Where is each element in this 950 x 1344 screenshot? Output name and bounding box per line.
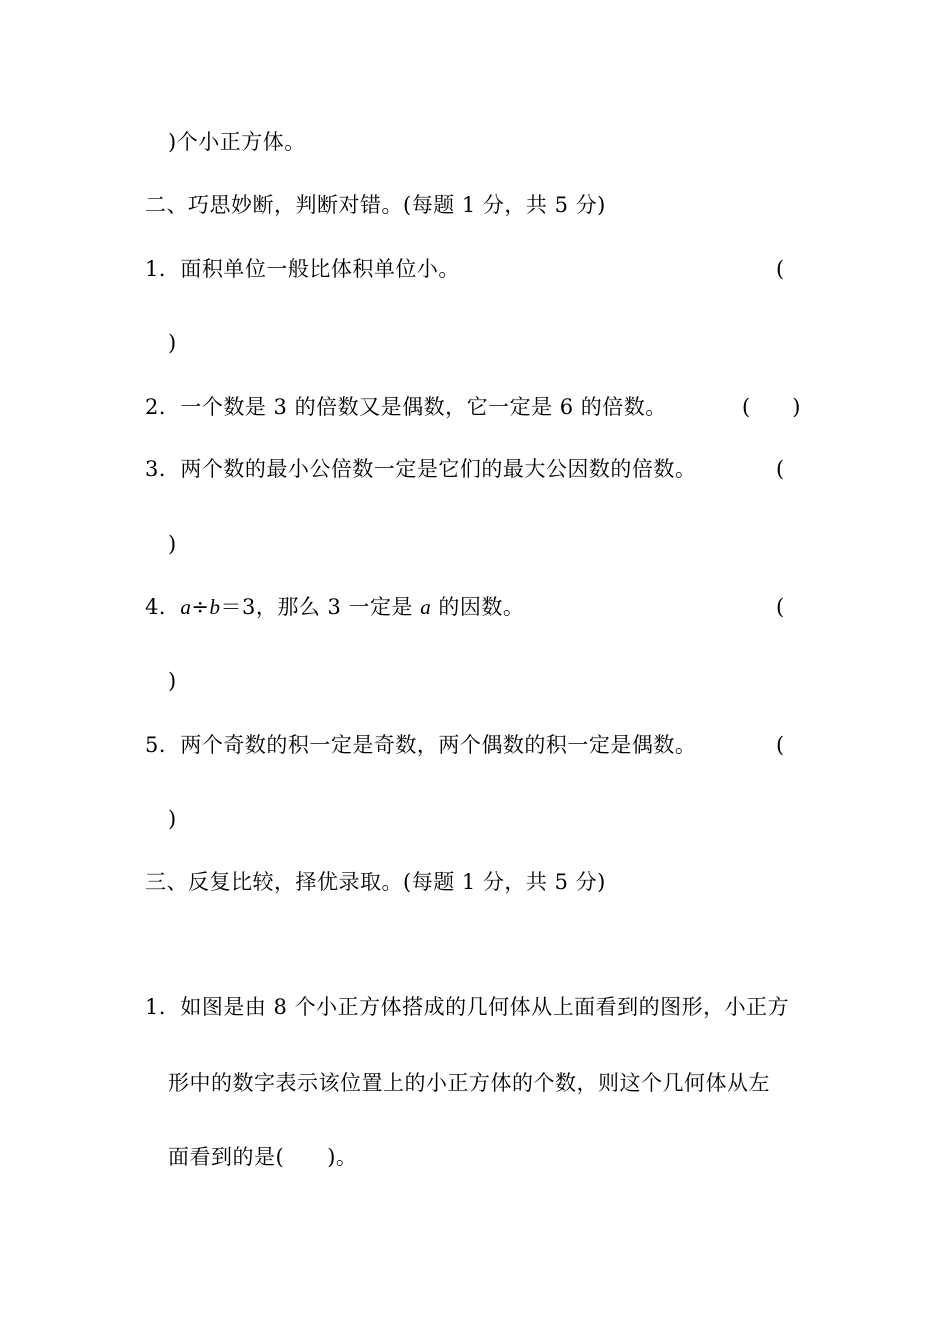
question-2-2-text: 2．一个数是 3 的倍数又是偶数，它一定是 6 的倍数。	[145, 395, 667, 419]
section-3-title: 三、反复比较，择优录取。(每题 1 分，共 5 分)	[145, 870, 606, 894]
question-3-1-line-3: 面看到的是( )。	[168, 1145, 358, 1169]
question-2-1-text: 1．面积单位一般比体积单位小。	[145, 257, 460, 281]
question-2-4-number: 4．	[145, 595, 181, 619]
question-2-4-rest-2: 的因数。	[431, 595, 525, 619]
question-2-1-answer-open[interactable]: (	[776, 257, 785, 281]
question-2-5-answer-open[interactable]: (	[776, 733, 785, 757]
continuation-line: )个小正方体。	[168, 130, 306, 154]
question-2-3-text: 3．两个数的最小公倍数一定是它们的最大公因数的倍数。	[145, 457, 697, 481]
question-2-5-answer-close[interactable]: )	[168, 807, 177, 831]
question-2-5-text: 5．两个奇数的积一定是奇数，两个偶数的积一定是偶数。	[145, 733, 697, 757]
question-2-4-answer-close[interactable]: )	[168, 669, 177, 693]
question-2-1-answer-close[interactable]: )	[168, 331, 177, 355]
question-2-4-text	[145, 593, 524, 621]
question-2-4-answer-open[interactable]: (	[776, 595, 785, 619]
question-2-3-answer-open[interactable]: (	[776, 457, 785, 481]
variable-a: a	[180, 595, 192, 619]
variable-a-2: a	[420, 595, 432, 619]
question-3-1-line-2: 形中的数字表示该位置上的小正方体的个数，则这个几何体从左	[168, 1071, 770, 1095]
section-2-title: 二、巧思妙断，判断对错。(每题 1 分，共 5 分)	[145, 193, 606, 217]
division-sign: ÷	[191, 595, 210, 619]
question-2-2-answer[interactable]: ( )	[742, 395, 801, 419]
question-2-3-answer-close[interactable]: )	[168, 532, 177, 556]
question-3-1-line-1: 1．如图是由 8 个小正方体搭成的几何体从上面看到的图形，小正方	[145, 995, 790, 1019]
question-2-4-rest-1: ＝3，那么 3 一定是	[220, 595, 421, 619]
variable-b: b	[209, 595, 221, 619]
